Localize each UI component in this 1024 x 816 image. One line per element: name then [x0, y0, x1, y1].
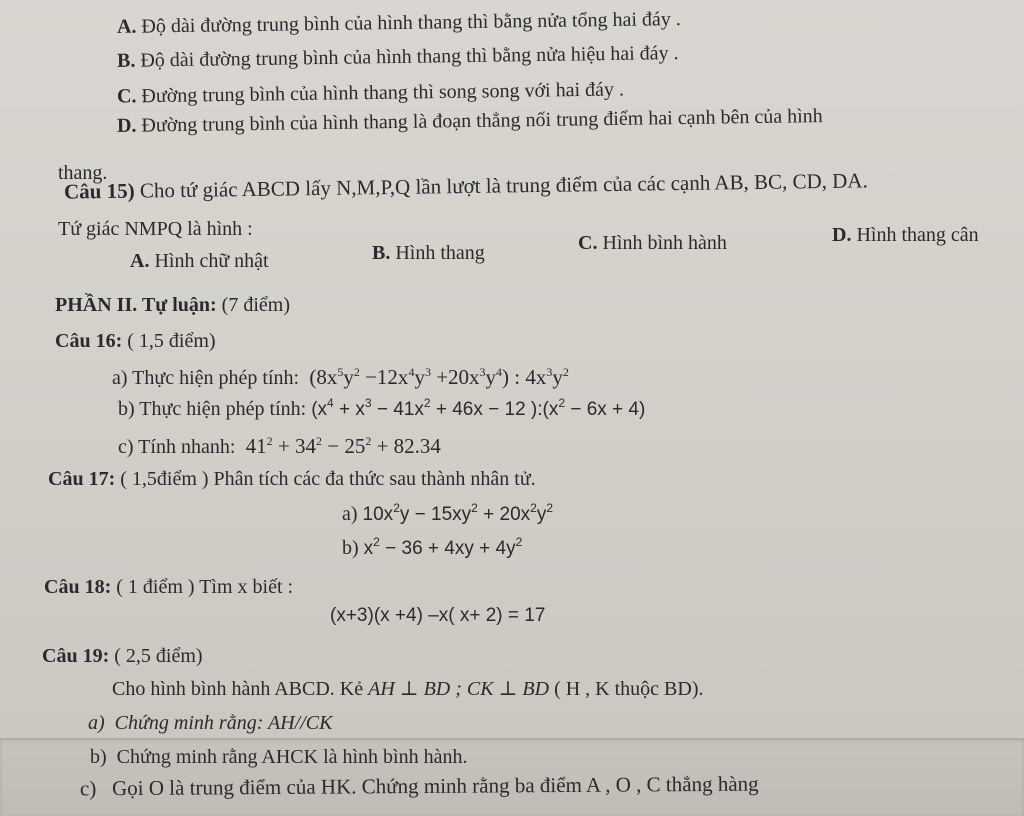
part-2-heading: PHẦN II. Tự luận: (7 điểm) [55, 294, 290, 316]
question-15-prompt: Tứ giác NMPQ là hình : [58, 218, 253, 240]
prev-option-c: C. Đường trung bình của hình thang thì song song với hai đáy . [116, 78, 625, 108]
q16c-expression: $41^2 + 34^2 - 25^2 + 82.34$ [240, 434, 441, 458]
question-18-heading: Câu 18: ( 1 điểm ) Tìm x biết : [44, 576, 294, 598]
question-19-heading: Câu 19: ( 2,5 điểm) [42, 645, 203, 667]
question-16-heading: Câu 16: ( 1,5 điểm) [55, 330, 216, 352]
q15-option-a: A. Hình chữ nhật [130, 250, 269, 272]
question-17b: b) $x^2 - 36 + 4xy + 4y^2$ [342, 535, 523, 559]
question-19b: b) Chứng minh rằng AHCK là hình bình hành. [90, 746, 468, 768]
q15-option-d: D. Hình thang cân [832, 224, 979, 246]
prev-option-b: B. Độ dài đường trung bình của hình thang thì bằng nửa hiệu hai đáy . [116, 42, 679, 72]
question-19-intro: Cho hình bình hành ABCD. Kẻ AH ⊥ BD ; CK ⊥ BD ( H , K thuộc BD). [112, 678, 704, 700]
prev-option-d: D. Đường trung bình của hình thang là đoạn thẳng nối trung điểm hai cạnh bên của hình [116, 105, 823, 137]
q15-option-c: C. Hình bình hành [578, 232, 727, 254]
question-19a: a) Chứng minh rằng: AH//CK [88, 712, 333, 734]
q17b-expression: $x^2 - 36 + 4xy + 4y^2$ [363, 535, 523, 559]
question-16b: b) Thực hiện phép tính: ($x^4 + x^3 - 41x^2 + 46x - 12$ )$:(x^2 - 6x + 4)$ [118, 396, 646, 420]
prev-option-d-continued: thang. [58, 162, 108, 184]
question-16a: a) Thực hiện phép tính: $(8x^5y^2 -12x^4y^3 +20x^3y^4)$ : $4x^3y^2$ [112, 365, 569, 389]
prev-option-a: A. Độ dài đường trung bình của hình thang thì bằng nửa tổng hai đáy . [116, 8, 681, 38]
question-19c: c) Gọi O là trung điểm của HK. Chứng minh rằng ba điểm A , O , C thẳng hàng [79, 771, 759, 801]
question-17-heading: Câu 17: ( 1,5điểm ) Phân tích các đa thức sau thành nhân tử. [48, 468, 536, 490]
q16a-expression: $(8x^5y^2 -12x^4y^3 +20x^3y^4)$ : $4x^3y^2$ [304, 365, 569, 389]
question-18-equation: (x+3)(x +4) –x( x+ 2) = 17 [330, 605, 546, 626]
q17a-expression: $10x^2y - 15xy^2 + 20x^2y^2$ [362, 501, 554, 525]
q16b-expression: ($x^4 + x^3 - 41x^2 + 46x - 12$ )$:(x^2 - 6x + 4)$ [311, 396, 646, 420]
question-16c: c) Tính nhanh: $41^2 + 34^2 - 25^2 + 82.34$ [118, 434, 441, 458]
question-17a: a) $10x^2y - 15xy^2 + 20x^2y^2$ [342, 501, 554, 525]
q15-option-b: B. Hình thang [372, 242, 485, 264]
question-15: Câu 15) Cho tứ giác ABCD lấy N,M,P,Q lần lượt là trung điểm của các cạnh AB, BC, CD, DA. [63, 168, 868, 204]
